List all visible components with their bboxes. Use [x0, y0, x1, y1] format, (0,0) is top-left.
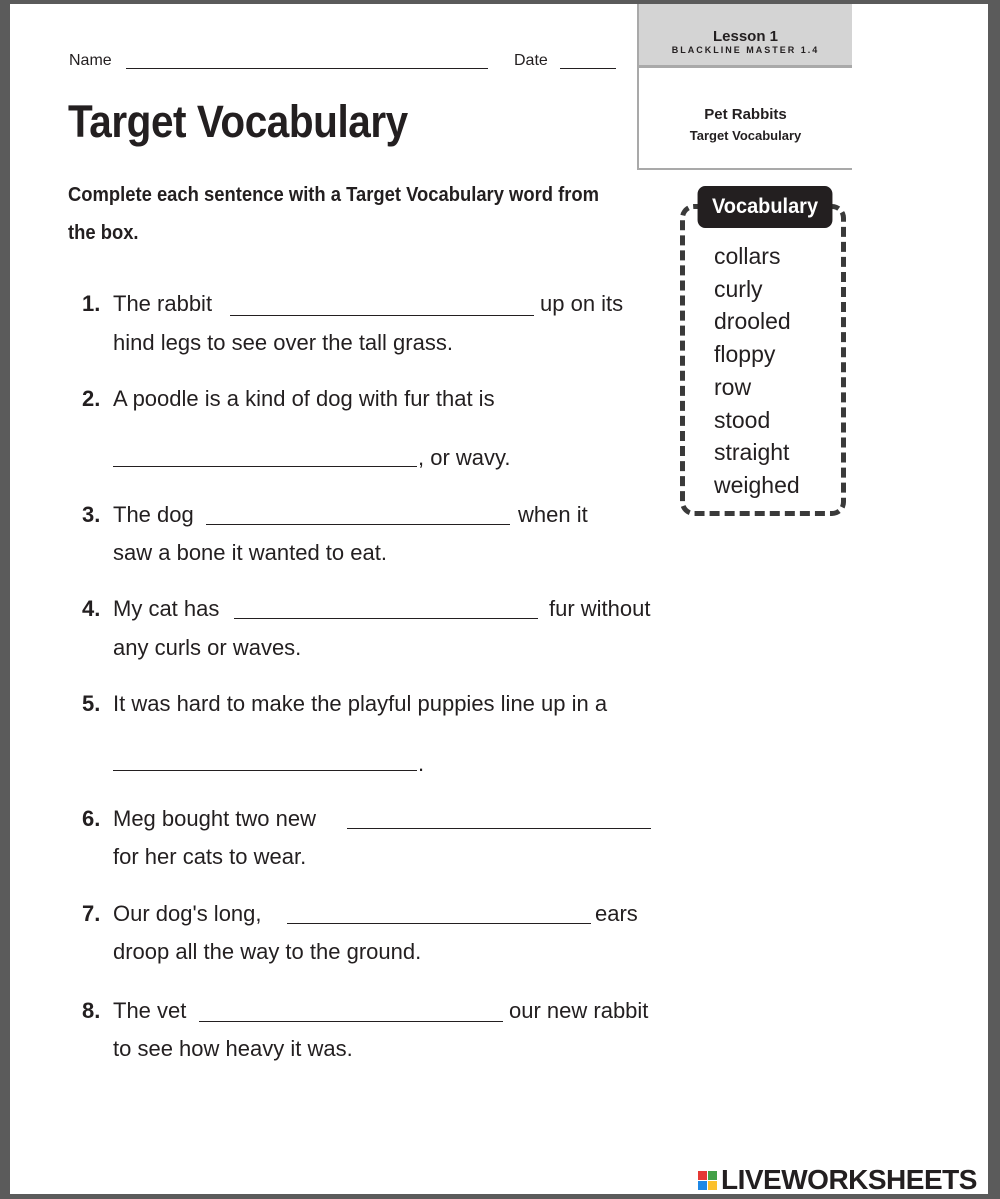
liveworksheets-logo	[698, 1164, 977, 1196]
vocab-word: curly	[714, 275, 763, 302]
page-title: Target Vocabulary	[68, 96, 408, 147]
question-text: The rabbit	[113, 291, 213, 316]
answer-blank[interactable]	[206, 524, 510, 525]
vocab-word: floppy	[714, 341, 776, 368]
question-text: hind legs to see over the tall grass.	[113, 330, 453, 355]
question-number: 3.	[82, 502, 101, 527]
question-text: Our dog's long,	[113, 901, 262, 926]
question-text: Meg bought two new	[113, 806, 317, 831]
lesson-title: Lesson 1	[712, 28, 779, 45]
question-text: our new rabbit	[509, 998, 649, 1023]
answer-blank[interactable]	[199, 1021, 503, 1022]
logo-text: LIVEWORKSHEETS	[721, 1164, 977, 1195]
vocab-word: drooled	[714, 308, 791, 335]
story-subtitle: Target Vocabulary	[689, 128, 802, 143]
question-text: saw a bone it wanted to eat.	[113, 540, 387, 565]
question-number: 6.	[82, 806, 101, 831]
question-text: any curls or waves.	[113, 635, 302, 660]
question-number: 5.	[82, 691, 101, 716]
question-text: when it	[518, 502, 588, 527]
question-text: for her cats to wear.	[113, 844, 307, 869]
vocab-word: row	[714, 373, 752, 400]
question-text: up on its	[540, 291, 624, 316]
vocab-word: weighed	[714, 471, 800, 498]
question-number: 1.	[82, 291, 101, 316]
question-text: ears	[595, 901, 638, 926]
answer-blank[interactable]	[234, 618, 538, 619]
question-text: A poodle is a kind of dog with fur that is	[113, 386, 495, 411]
question-number: 2.	[82, 386, 101, 411]
logo-icon	[698, 1171, 717, 1190]
vocabulary-list	[714, 240, 800, 502]
answer-blank[interactable]	[287, 923, 591, 924]
answer-blank[interactable]	[230, 315, 534, 316]
answer-blank[interactable]	[113, 770, 417, 771]
question-number: 4.	[82, 596, 101, 621]
question-text: The vet	[113, 998, 187, 1023]
story-box	[637, 68, 852, 170]
question-number: 7.	[82, 901, 101, 926]
name-field[interactable]	[126, 68, 488, 69]
date-label: Date	[514, 52, 548, 69]
question-text: It was hard to make the playful puppies line up in a	[113, 691, 608, 716]
question-number: 8.	[82, 998, 101, 1023]
blackline-master-label: BLACKLINE MASTER 1.4	[671, 45, 820, 55]
vocab-word: stood	[714, 406, 771, 433]
answer-blank[interactable]	[347, 828, 651, 829]
instructions: Complete each sentence with a Target Vocabulary word from the box.	[68, 184, 600, 244]
lesson-box	[637, 4, 852, 68]
vocab-word: straight	[714, 439, 790, 466]
story-title: Pet Rabbits	[704, 106, 787, 123]
worksheet-page	[10, 4, 988, 1194]
answer-blank[interactable]	[113, 466, 417, 467]
question-text: fur without	[549, 596, 651, 621]
question-text: My cat has	[113, 596, 220, 621]
name-label: Name	[69, 52, 112, 69]
question-text: droop all the way to the ground.	[113, 939, 422, 964]
question-text: , or wavy.	[418, 445, 511, 470]
vocab-word: collars	[714, 243, 781, 269]
question-text: The dog	[113, 502, 194, 527]
date-field[interactable]	[560, 68, 616, 69]
question-text: .	[418, 751, 425, 776]
vocabulary-title: Vocabulary	[698, 186, 833, 228]
question-text: to see how heavy it was.	[113, 1036, 353, 1061]
